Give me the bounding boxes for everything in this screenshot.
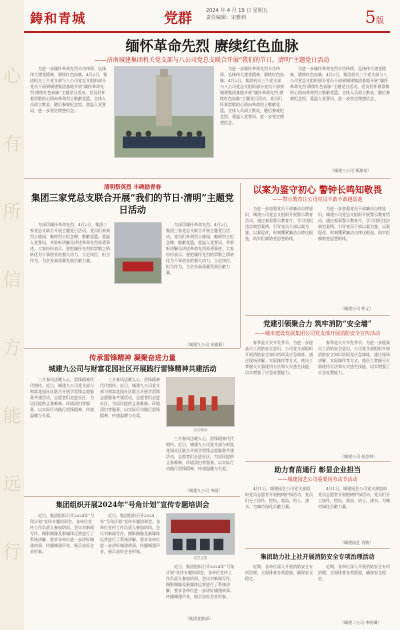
page-number: 5版 [365,8,384,28]
article-6-body-col2: 近日，集团组织召开2024年“号角计划”宣传专题培训会，各单位宣传工作负责人参加培训。会议对新闻写作、摄影摄像及新媒体运营进行了系统讲解，要求各单位进一步讲好城建故事，传播城建声音，展示良好企业形象。 [100,513,161,554]
section-divider [245,461,390,462]
sidebar-char: 信 [3,270,21,291]
article-7-source: （城建二公司 李明琳） [340,620,382,625]
article-4-body-col2: 三月春风送暖人心，雷锋精神代代相传。近日，城建九公司党支部与财富花园社区联合开展学雷锋志愿服务共建活动，志愿者们走进社区，为居民提供义务维修、环境清扫等服务，以实际行动践行雷锋精神，传递温暖与关爱。 [100,377,160,418]
sidebar-char: 所 [3,202,21,223]
newspaper-logo: 鋳和青城 [30,12,87,27]
article-1-body-col2: 为深切缅怀革命先烈，4月2日，集团三家党总支联合开展主题党日活动。党员们来到烈士陵园，瞻仰烈士纪念碑，敬献花篮，重温入党誓词，并聆听讲解员讲述革命先烈英勇事迹。大家纷纷表示，要把缅怀先烈的崇敬之情转化为干事创业的强大动力，立足岗位，担当作为，为企业高质量发展贡献力量。 [166,222,234,275]
article-5-title: 助力育苗通行 彰显企业担当 [274,465,361,474]
lead-photo [114,66,214,158]
section-divider [245,315,390,316]
article-1-body: 为深切缅怀革命先烈，4月2日，集团三家党总支联合开展主题党日活动。党员们来到烈士陵园，瞻仰烈士纪念碑，敬献花篮，重温入党誓词，并聆听讲解员讲述革命先烈英勇事迹。大家纷纷表示，要把缅怀先烈的崇敬之情转化为干事创业的强大动力，立足岗位，担当作为，为企业高质量发展贡献力量。 [30,222,110,263]
article-6-source: （集团党群部） [185,616,213,621]
article-3-title: 党建引领聚合力 筑牢消防“安全墙” [263,319,372,328]
sidebar-char: 行 [3,542,21,563]
issue-meta [206,8,268,22]
article-3-source: （城建公司 张会明） [340,454,378,459]
lead-subheadline: ——济南城建集团机关党支部与八公司党总支联合开展“我们的节日，清明”主题党日活动 [94,57,330,64]
article-2-body-col2: 为进一步加强党员干部廉洁自律意识，城建公司党总支组织开展警示教育活动，通过观看警示教育片、学习违纪违法典型案例，引导党员干部以案为鉴、以案促改，时刻绷紧廉洁自律这根弦，筑牢拒腐防变思想防线。 [318,206,390,241]
article-3-body-col2: 春季是火灾多发季节，为进一步提高员工消防安全意识，公司党支部组织开展消防安全知识培训及应急演练，通过现场讲解、实际操作等方式，使员工掌握灭火器使用方法和火灾逃生技能，切实增强了应急处置能力。 [318,340,390,375]
sidebar-char: 心 [3,66,21,87]
section-divider [24,348,240,349]
lead-body-col2: 为进一步缅怀革命先烈丰功伟绩，弘扬伟大建党精神，赓续红色血脉，4月2日，集团机关三个党支部与八公司党总支组织部分党员干部到城建集团基地开展“缅怀革命先烈·赓续红色血脉”主题党日活动。党员们怀着崇敬的心情向革命烈士敬献花篮，全体人员肃立默哀，随后参观纪念馆，重温入党誓词，进一步坚定理想信念。 [220,66,284,125]
article-2-title: 以案为鉴守初心 警钟长鸣知敬畏 [252,186,383,196]
article-7-title: 集团助力社上社开展消防安全专项治理活动 [260,554,375,561]
article-2-source: （城建公司 仲义） [340,306,374,311]
section-divider [24,496,240,497]
page-header [24,0,400,31]
section-title: 党群 [164,11,192,27]
article-2-body: 为进一步加强党员干部廉洁自律意识，城建公司党总支组织开展警示教育活动，通过观看警示教育片、学习违纪违法典型案例，引导党员干部以案为鉴、以案促改，时刻绷紧廉洁自律这根弦，筑牢拒腐防变思想防线。 [245,206,313,241]
photo-caption: 活动现场 [193,428,208,432]
article-6-body: 近日，集团组织召开2024年“号角计划”宣传专题培训会，各单位宣传工作负责人参加培训。会议对新闻写作、摄影摄像及新媒体运营进行了系统讲解，要求各单位进一步讲好城建故事，传播城建声音，展示良好企业形象。 [30,513,95,554]
article-4-body: 三月春风送暖人心，雷锋精神代代相传。近日，城建九公司党支部与财富花园社区联合开展学雷锋志愿服务共建活动，志愿者们走进社区，为居民提供义务维修、环境清扫等服务，以实际行动践行雷锋精神，传递温暖与关爱。 [30,377,94,418]
lead-body: 为进一步缅怀革命先烈丰功伟绩，弘扬伟大建党精神，赓续红色血脉，4月2日，集团机关三个党支部与八公司党总支组织部分党员干部到城建集团基地开展“缅怀革命先烈·赓续红色血脉”主题党日活动。党员们怀着崇敬的心情向革命烈士敬献花篮，全体人员肃立默哀，随后参观纪念馆，重温入党誓词，进一步坚定理想信念。 [30,66,108,113]
sidebar-char: 远 [3,474,21,495]
article-1-photo [114,222,162,284]
article-5-body-col2: 4月1日，城建园艺公司党支部组织党员志愿者开展植树护绿活动，党员们分工协作，挖坑、栽苗、培土、浇水，为城市绿化贡献力量。 [318,486,390,509]
article-4-title: 城建九公司与财富花园社区开展践行雷锋精神共建活动 [48,364,217,373]
photo-caption: 党员宣誓 [193,556,208,560]
section-divider [24,178,390,179]
article-7-body: 近期，各单位深入开展消防安全专项治理，全面排查各类隐患，确保安全稳定。 [245,564,313,581]
article-5-body: 4月1日，城建园艺公司党支部组织党员志愿者开展植树护绿活动，党员们分工协作，挖坑、栽苗、培土、浇水，为城市绿化贡献力量。 [245,486,313,509]
sidebar-char: 方 [3,338,21,359]
article-4-body-col3: 三月春风送暖人心，雷锋精神代代相传。近日，城建九公司党支部与财富花园社区联合开展学雷锋志愿服务共建活动，志愿者们走进社区，为居民提供义务维修、环境清扫等服务，以实际行动践行雷锋精神，传递温暖与关爱。 [166,436,234,471]
article-1-source: （城建九公司 宋雅莉） [185,342,227,347]
article-3-body: 春季是火灾多发季节，为进一步提高员工消防安全意识，公司党支部组织开展消防安全知识培训及应急演练，通过现场讲解、实际操作等方式，使员工掌握灭火器使用方法和火灾逃生技能，切实增强了应急处置能力。 [245,340,313,375]
article-1-title: 集团三家党总支联合开展“我们的节日·清明”主题党日活动 [31,194,234,216]
lead-headline: 缅怀革命先烈 赓续红色血脉 [125,39,299,55]
article-4-kicker: 传承雷锋精神 凝聚奋进力量 [89,353,176,362]
sidebar-watermark [0,0,24,630]
article-4-photo [166,377,235,427]
article-5-source: （城建园艺 肖敏） [340,540,374,545]
article-6-photo [166,513,235,555]
lead-source: （城建八公司 邢源泉） [330,168,372,173]
article-6-title: 集团组织开展2024年“号角计划”宣传专题培训会 [55,500,210,509]
lead-body-col3: 为进一步缅怀革命先烈丰功伟绩，弘扬伟大建党精神，赓续红色血脉，4月2日，集团机关三个党支部与八公司党总支组织部分党员干部到城建集团基地开展“缅怀革命先烈·赓续红色血脉”主题党日活动。党员们怀着崇敬的心情向革命烈士敬献花篮，全体人员肃立默哀，随后参观纪念馆，重温入党誓词，进一步坚定理想信念。 [290,66,390,101]
section-divider [245,548,390,549]
article-2-subtitle: ——警示教育让公司党员不敢不敢越雷池 [272,197,363,203]
column-divider [240,183,241,348]
editor-line: 责任编辑：宋雅莉 [206,15,247,21]
article-6-body-col3: 近日，集团组织召开2024年“号角计划”宣传专题培训会，各单位宣传工作负责人参加培训。会议对新闻写作、摄影摄像及新媒体运营进行了系统讲解，要求各单位进一步讲好城建故事，传播城建声音，展示良好企业形象。 [166,564,235,599]
article-7-body-col2: 近期，各单位深入开展消防安全专项治理，全面排查各类隐患，确保安全稳定。 [318,564,390,581]
sidebar-char: 能 [3,406,21,427]
article-4-source: （城建九公司 李丽） [185,488,223,493]
date-line: 2024 年 4 月 19 日 星期五 [206,8,268,14]
article-3-subtitle: ——城市建设发展集团公司党支部开展消防安全宣传活动 [254,331,380,337]
header-rule [24,31,390,33]
article-1-kicker: 清明祭英烈 丰碑励青春 [104,185,161,191]
article-5-subtitle: ——城建园艺公司重要用劳动节活动 [277,477,358,483]
sidebar-char: 有 [3,134,21,155]
